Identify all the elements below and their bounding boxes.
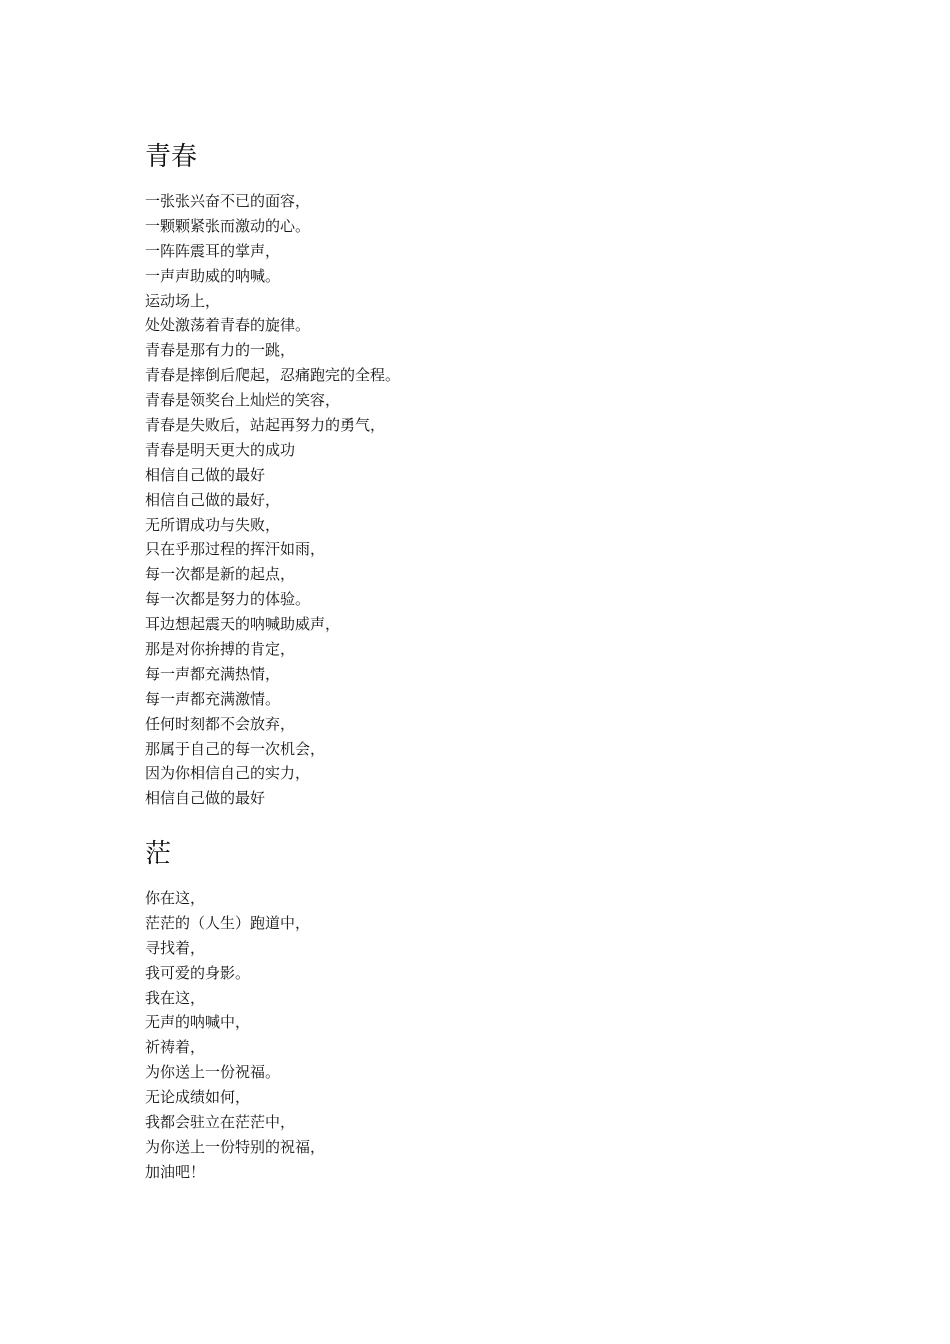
poem-line: 青春是那有力的一跳， xyxy=(145,341,296,360)
poem-line: 耳边想起震天的呐喊助威声， xyxy=(145,615,341,634)
poem-line: 每一次都是新的起点， xyxy=(145,565,296,584)
poem-line: 加油吧！ xyxy=(145,1162,206,1181)
poem-line: 茫茫的（人生）跑道中， xyxy=(145,913,311,932)
poem-title: 青春 xyxy=(145,142,198,172)
poem-line: 你在这， xyxy=(145,889,206,907)
poem-line: 无声的呐喊中， xyxy=(145,1013,251,1032)
poem-line: 寻找着， xyxy=(145,938,206,957)
poem-body xyxy=(145,189,400,811)
poem-line: 相信自己做的最好 xyxy=(145,465,266,484)
poem-line: 为你送上一份特别的祝福， xyxy=(145,1137,326,1156)
poem-line: 我都会驻立在茫茫中， xyxy=(145,1113,296,1132)
poem-line: 一张张兴奋不已的面容， xyxy=(145,192,311,210)
poem-line: 只在乎那过程的挥汗如雨， xyxy=(145,540,326,559)
poem-line: 无论成绩如何， xyxy=(145,1088,251,1107)
poem-line: 运动场上， xyxy=(145,291,221,310)
poem-line: 我在这， xyxy=(145,988,206,1007)
poem-line: 青春是领奖台上灿烂的笑容， xyxy=(145,391,341,410)
poem-line: 青春是失败后，站起再努力的勇气， xyxy=(145,416,386,435)
poem-line: 一颗颗紧张而激动的心。 xyxy=(145,216,311,235)
poem-line: 因为你相信自己的实力， xyxy=(145,764,311,783)
poem-line: 一声声助威的呐喊。 xyxy=(145,266,281,285)
poem-title: 茫 xyxy=(145,839,172,869)
poem-line: 每一声都充满激情。 xyxy=(145,689,281,708)
poem-line: 青春是摔倒后爬起，忍痛跑完的全程。 xyxy=(145,366,401,385)
poem-line: 相信自己做的最好 xyxy=(145,789,266,808)
poem-line: 青春是明天更大的成功 xyxy=(145,440,296,459)
poem-line: 那属于自己的每一次机会， xyxy=(145,739,326,758)
poem-line: 每一声都充满热情， xyxy=(145,664,281,683)
poem-line: 一阵阵震耳的掌声， xyxy=(145,241,281,260)
poem-line: 祈祷着， xyxy=(145,1038,206,1057)
poem-line: 相信自己做的最好， xyxy=(145,490,281,509)
poem-line: 每一次都是努力的体验。 xyxy=(145,590,311,609)
poem-line: 处处激荡着青春的旋律。 xyxy=(145,316,311,335)
poem-line: 那是对你拚搏的肯定， xyxy=(145,640,296,659)
poem-line: 为你送上一份祝福。 xyxy=(145,1063,281,1082)
poem-line: 任何时刻都不会放弃， xyxy=(145,714,296,733)
poem-body xyxy=(145,886,325,1185)
poem-line: 我可爱的身影。 xyxy=(145,963,251,982)
poem-line: 无所谓成功与失败， xyxy=(145,515,281,534)
